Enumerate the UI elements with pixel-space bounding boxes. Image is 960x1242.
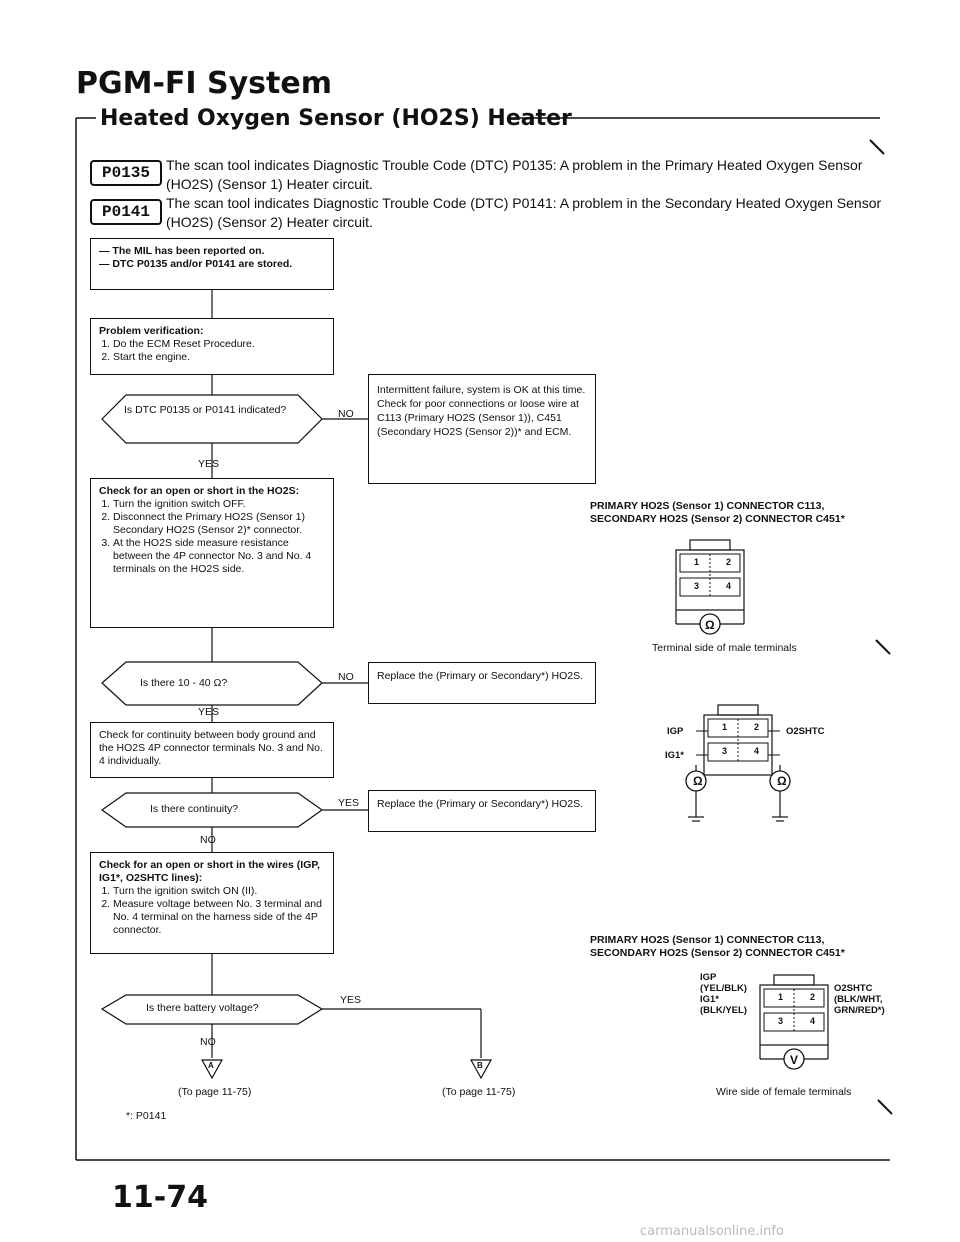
verification-heading: Problem verification: bbox=[99, 325, 204, 337]
branch-yes-3: YES bbox=[338, 797, 360, 809]
pin-4: 4 bbox=[754, 746, 760, 756]
branch-no-3: NO bbox=[200, 834, 216, 846]
ohmmeter-icon: Ω bbox=[693, 774, 703, 788]
pin-2: 2 bbox=[810, 992, 816, 1002]
page-number: 11-74 bbox=[112, 1180, 208, 1215]
o2shtc-wire-color-alt: GRN/RED*) bbox=[834, 1005, 885, 1016]
pin-1: 1 bbox=[722, 722, 728, 732]
dtc-code-p0135: P0135 bbox=[90, 160, 162, 186]
pin-3: 3 bbox=[722, 746, 728, 756]
verification-step-2: 2. Start the engine. bbox=[113, 351, 325, 364]
pin-2: 2 bbox=[754, 722, 760, 732]
ohmmeter-icon: Ω bbox=[777, 774, 787, 788]
o2shtc-label: O2SHTC bbox=[834, 983, 873, 994]
dtc-description-p0135: The scan tool indicates Diagnostic Trouble Code (DTC) P0135: A problem in the Primary Heated Oxygen Sensor (HO2S) (Sensor 1) Heater circuit. bbox=[166, 157, 863, 192]
igp-label: IGP bbox=[700, 972, 717, 983]
check-continuity-box: Check for continuity between body ground and the HO2S 4P connector terminals No. 3 and No. 4 individually. bbox=[90, 722, 334, 778]
replace-ho2s-box-1: Replace the (Primary or Secondary*) HO2S. bbox=[368, 662, 596, 704]
verification-step-1: 1. Do the ECM Reset Procedure. bbox=[113, 338, 325, 351]
ig1-wire-color: (BLK/YEL) bbox=[700, 1005, 747, 1016]
connector-diagram-3-note: Wire side of female terminals bbox=[716, 1086, 852, 1098]
connector-a-label: A bbox=[208, 1061, 214, 1070]
branch-no-2: NO bbox=[338, 671, 354, 683]
footnote: *: P0141 bbox=[126, 1110, 167, 1122]
o2shtc-label: O2SHTC bbox=[786, 726, 825, 737]
check-open-step-3: 3. At the HO2S side measure resistance between the 4P connector No. 3 and No. 4 terminals on the HO2S side. bbox=[113, 537, 325, 576]
check-open-step-2: 2. Disconnect the Primary HO2S (Sensor 1) Secondary HO2S (Sensor 2)* connector. bbox=[113, 511, 325, 537]
page-title: PGM-FI System bbox=[76, 66, 332, 101]
ig1-label: IG1* bbox=[665, 750, 685, 761]
goto-page-b: (To page 11-75) bbox=[442, 1086, 516, 1098]
verification-box bbox=[90, 318, 334, 375]
start-box bbox=[90, 238, 334, 290]
start-line-1: — The MIL has been reported on. bbox=[113, 245, 325, 258]
start-line-2: — DTC P0135 and/or P0141 are stored. bbox=[113, 258, 325, 271]
igp-label: IGP bbox=[667, 726, 684, 737]
branch-yes-1: YES bbox=[198, 458, 220, 470]
pin-2: 2 bbox=[726, 557, 732, 567]
check-open-short-ho2s-box bbox=[90, 478, 334, 628]
igp-wire-color: (YEL/BLK) bbox=[700, 983, 747, 994]
voltmeter-icon: V bbox=[790, 1053, 799, 1067]
pin-1: 1 bbox=[778, 992, 784, 1002]
branch-no-1: NO bbox=[338, 408, 354, 420]
check-wires-step-1: 1. Turn the ignition switch ON (II). bbox=[113, 885, 325, 898]
branch-yes-2: YES bbox=[198, 706, 220, 718]
pin-3: 3 bbox=[778, 1016, 784, 1026]
ohmmeter-icon: Ω bbox=[705, 618, 715, 632]
check-wires-step-2: 2. Measure voltage between No. 3 terminal and No. 4 terminal on the harness side of the 4P connector. bbox=[113, 898, 325, 937]
connector-diagram-1-caption: PRIMARY HO2S (Sensor 1) CONNECTOR C113, SECONDARY HO2S (Sensor 2) CONNECTOR C451* bbox=[590, 500, 845, 525]
connector-b-label: B bbox=[477, 1061, 483, 1070]
check-wires-heading: Check for an open or short in the wires (IGP, IG1*, O2SHTC lines): bbox=[99, 859, 320, 884]
section-title: Heated Oxygen Sensor (HO2S) Heater bbox=[100, 106, 572, 131]
check-open-step-1: 1. Turn the ignition switch OFF. bbox=[113, 498, 325, 511]
decision-continuity: Is there continuity? bbox=[150, 803, 239, 815]
dtc-description-p0141: The scan tool indicates Diagnostic Trouble Code (DTC) P0141: A problem in the Secondary Heated Oxygen Sensor (HO2S) (Sensor 2) Heater circuit. bbox=[166, 195, 882, 230]
replace-ho2s-box-2: Replace the (Primary or Secondary*) HO2S. bbox=[368, 790, 596, 832]
check-open-short-heading: Check for an open or short in the HO2S: bbox=[99, 485, 300, 497]
goto-page-a: (To page 11-75) bbox=[178, 1086, 252, 1098]
check-wires-box bbox=[90, 852, 334, 954]
pin-4: 4 bbox=[810, 1016, 816, 1026]
ig1-label: IG1* bbox=[700, 994, 720, 1005]
pin-4: 4 bbox=[726, 581, 732, 591]
connector-diagram-1-note: Terminal side of male terminals bbox=[652, 642, 797, 654]
branch-no-4: NO bbox=[200, 1036, 216, 1048]
branch-yes-4: YES bbox=[340, 994, 362, 1006]
decision-battery-voltage: Is there battery voltage? bbox=[146, 1002, 259, 1014]
watermark: carmanualsonline.info bbox=[640, 1224, 784, 1239]
pin-3: 3 bbox=[694, 581, 700, 591]
dtc-code-p0141: P0141 bbox=[90, 199, 162, 225]
o2shtc-wire-color: (BLK/WHT, bbox=[834, 994, 883, 1005]
pin-1: 1 bbox=[694, 557, 700, 567]
decision-dtc-indicated: Is DTC P0135 or P0141 indicated? bbox=[124, 404, 287, 416]
intermittent-failure-box: Intermittent failure, system is OK at this time. Check for poor connections or loose wire at C113 (Primary HO2S (Sensor 1)), C451 (Secondary HO2S (Sensor 2))* and ECM. bbox=[368, 374, 596, 484]
connector-diagram-3-caption: PRIMARY HO2S (Sensor 1) CONNECTOR C113, SECONDARY HO2S (Sensor 2) CONNECTOR C451* bbox=[590, 934, 845, 959]
decision-resistance: Is there 10 - 40 Ω? bbox=[140, 677, 228, 689]
